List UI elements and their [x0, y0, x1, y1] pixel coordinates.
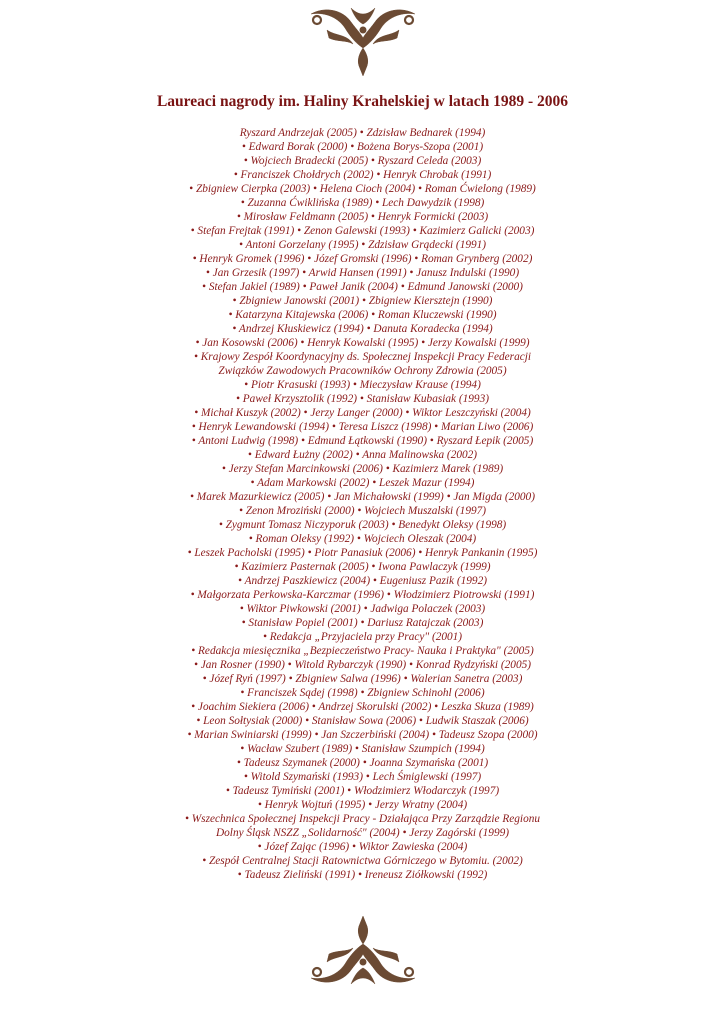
laureate-line: • Marian Swiniarski (1999) • Jan Szczerbiński (2004) • Tadeusz Szopa (2000): [187, 729, 538, 741]
laureate-line: • Antoni Gorzelany (1995) • Zdzisław Grądecki (1991): [238, 239, 487, 251]
laureate-line: • Kazimierz Pasternak (2005) • Iwona Pawlaczyk (1999): [234, 561, 491, 573]
laureate-line: • Redakcja miesięcznika „Bezpieczeństwo Pracy- Nauka i Praktyka" (2005): [191, 645, 534, 657]
laureate-line: • Roman Oleksy (1992) • Wojciech Oleszak (2004): [248, 533, 477, 545]
laureate-line: • Franciszek Chołdrych (2002) • Henryk Chrobak (1991): [233, 169, 492, 181]
laureate-line: • Andrzej Paszkiewicz (2004) • Eugeniusz Pazik (1992): [238, 575, 487, 587]
laureate-line: • Jerzy Stefan Marcinkowski (2006) • Kazimierz Marek (1989): [221, 463, 504, 475]
laureate-line: • Małgorzata Perkowska-Karczmar (1996) • Włodzimierz Piotrowski (1991): [190, 589, 535, 601]
laureate-line: • Leon Sołtysiak (2000) • Stanisław Sowa (2006) • Ludwik Staszak (2006): [196, 715, 529, 727]
laureate-line: • Krajowy Zespół Koordynacyjny ds. Społecznej Inspekcji Pracy Federacji: [193, 351, 532, 363]
laureate-line: • Henryk Gromek (1996) • Józef Gromski (1996) • Roman Grynberg (2002): [192, 253, 533, 265]
laureate-line: • Zygmunt Tomasz Niczyporuk (2003) • Benedykt Oleksy (1998): [218, 519, 507, 531]
laureate-line: • Tadeusz Tymiński (2001) • Włodzimierz Włodarczyk (1997): [225, 785, 500, 797]
laureate-line: • Antoni Ludwig (1998) • Edmund Łątkowski (1990) • Ryszard Łepik (2005): [191, 435, 534, 447]
laureate-line: • Jan Grzesik (1997) • Arwid Hansen (1991) • Janusz Indulski (1990): [205, 267, 520, 279]
laureate-line: • Tadeusz Szymanek (2000) • Joanna Szymańska (2001): [236, 757, 489, 769]
laureate-line: • Andrzej Kłuskiewicz (1994) • Danuta Koradecka (1994): [232, 323, 493, 335]
laureate-line: • Stanisław Popiel (2001) • Dariusz Ratajczak (2003): [241, 617, 484, 629]
laureate-line: • Leszek Pacholski (1995) • Piotr Panasiuk (2006) • Henryk Pankanin (1995): [187, 547, 538, 559]
laureate-line: • Józef Ryń (1997) • Zbigniew Salwa (1996) • Walerian Sanetra (2003): [202, 673, 523, 685]
laureate-line: Związków Zawodowych Pracowników Ochrony Zdrowia (2005): [218, 365, 507, 377]
laureate-line: • Józef Zając (1996) • Wiktor Zawieska (2004): [257, 841, 468, 853]
laureate-line: • Zespół Centralnej Stacji Ratownictwa Górniczego w Bytomiu. (2002): [202, 855, 523, 867]
laureate-line: • Wacław Szubert (1989) • Stanisław Szumpich (1994): [240, 743, 485, 755]
laureate-line: • Michał Kuszyk (2002) • Jerzy Langer (2000) • Wiktor Leszczyński (2004): [194, 407, 531, 419]
laureate-line: • Edward Borak (2000) • Bożena Borys-Szopa (2001): [241, 141, 484, 153]
laureate-line: • Henryk Lewandowski (1994) • Teresa Liszcz (1998) • Marian Liwo (2006): [191, 421, 534, 433]
laureate-line: • Henryk Wojtuń (1995) • Jerzy Wratny (2004): [257, 799, 468, 811]
laureate-line: • Wszechnica Społecznej Inspekcji Pracy - Działająca Przy Zarządzie Regionu: [184, 813, 541, 825]
laureate-line: Ryszard Andrzejak (2005) • Zdzisław Bednarek (1994): [239, 127, 486, 139]
laureate-line: • Marek Mazurkiewicz (2005) • Jan Michałowski (1999) • Jan Migda (2000): [190, 491, 535, 503]
laureate-line: • Stefan Frejtak (1991) • Zenon Galewski (1993) • Kazimierz Galicki (2003): [190, 225, 535, 237]
scroll-ornament-icon: [303, 912, 423, 988]
laureate-line: • Zbigniew Cierpka (2003) • Helena Cioch (2004) • Roman Ćwielong (1989): [189, 183, 536, 195]
page-title: Laureaci nagrody im. Haliny Krahelskiej w latach 1989 - 2006: [156, 93, 569, 110]
laureate-line: Dolny Śląsk NSZZ „Solidarność" (2004) • Jerzy Zagórski (1999): [216, 827, 509, 839]
laureate-line: • Katarzyna Kitajewska (2006) • Roman Kluczewski (1990): [228, 309, 497, 321]
laureate-line: • Adam Markowski (2002) • Leszek Mazur (1994): [250, 477, 475, 489]
laureate-line: • Paweł Krzysztolik (1992) • Stanisław Kubasiak (1993): [236, 393, 489, 405]
laureate-line: • Piotr Krasuski (1993) • Mieczysław Krause (1994): [244, 379, 481, 391]
laureate-line: • Wiktor Piwkowski (2001) • Jadwiga Polaczek (2003): [239, 603, 486, 615]
laureate-line: • Mirosław Feldmann (2005) • Henryk Formicki (2003): [236, 211, 489, 223]
laureate-line: • Redakcja „Przyjaciela przy Pracy" (2001): [262, 631, 463, 643]
laureate-line: • Edward Łużny (2002) • Anna Malinowska (2002): [247, 449, 478, 461]
laureate-line: • Wojciech Bradecki (2005) • Ryszard Celeda (2003): [243, 155, 482, 167]
laureate-line: • Franciszek Sądej (1998) • Zbigniew Schinohl (2006): [240, 687, 485, 699]
laureates-list: [0, 126, 725, 882]
laureate-line: • Zenon Mroziński (2000) • Wojciech Muszalski (1997): [238, 505, 487, 517]
laureate-line: • Joachim Siekiera (2006) • Andrzej Skorulski (2002) • Leszka Skuza (1989): [191, 701, 534, 713]
laureate-line: • Jan Rosner (1990) • Witold Rybarczyk (1990) • Konrad Rydzyński (2005): [193, 659, 531, 671]
laureate-line: • Tadeusz Zieliński (1991) • Ireneusz Ziółkowski (1992): [237, 869, 488, 881]
scroll-ornament-icon: [303, 4, 423, 80]
laureate-line: • Zbigniew Janowski (2001) • Zbigniew Kiersztejn (1990): [232, 295, 493, 307]
laureate-line: • Stefan Jakiel (1989) • Paweł Janik (2004) • Edmund Janowski (2000): [202, 281, 523, 293]
laureate-line: • Zuzanna Ćwiklińska (1989) • Lech Dawydzik (1998): [240, 197, 485, 209]
laureate-line: • Jan Kosowski (2006) • Henryk Kowalski (1995) • Jerzy Kowalski (1999): [195, 337, 530, 349]
laureate-line: • Witold Szymański (1993) • Lech Śmiglewski (1997): [243, 771, 482, 783]
